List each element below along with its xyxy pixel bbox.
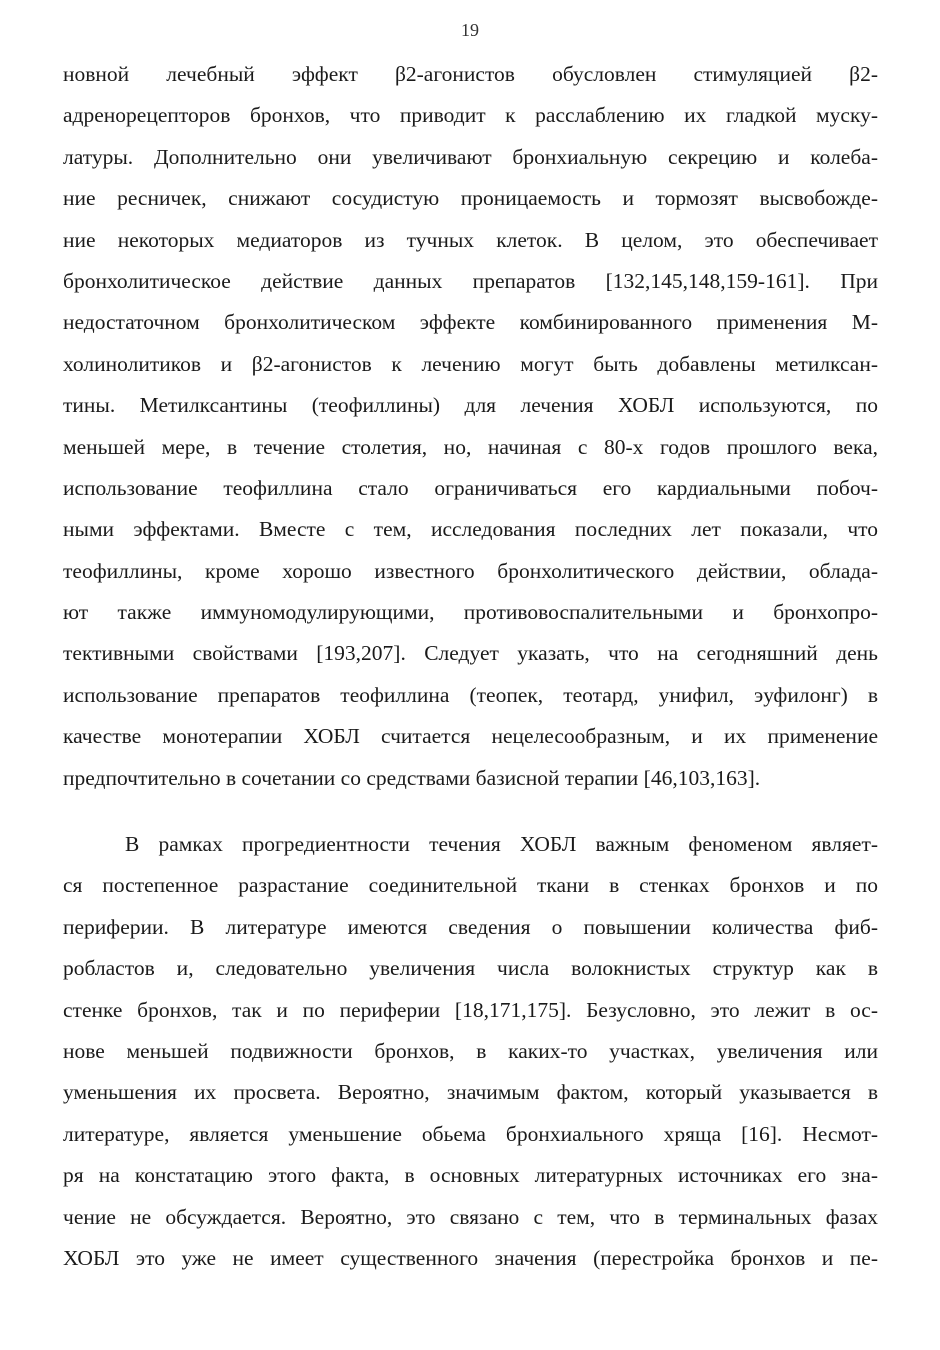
- text-line: В рамках прогредиентности течения ХОБЛ важным феноменом являет-: [125, 832, 878, 856]
- text-line: латуры. Дополнительно они увеличивают бронхиальную секрецию и колеба-: [63, 144, 878, 169]
- text-line: холинолитиков и β2-агонистов к лечению могут быть добавлены метилксан-: [63, 351, 878, 376]
- text-line: литературе, является уменьшение обьема бронхиального хряща [16]. Несмот-: [63, 1121, 878, 1146]
- page-number: 19: [461, 20, 479, 40]
- text-line: ние ресничек, снижают сосудистую проницаемость и тормозят высвобожде-: [63, 186, 878, 211]
- text-line: тективными свойствами [193,207]. Следует указать, что на сегодняшний день: [63, 641, 878, 666]
- text-line: уменьшения их просвета. Вероятно, значимым фактом, который указывается в: [63, 1080, 878, 1105]
- text-line: недостаточном бронхолитическом эффекте комбинированного применения М-: [63, 310, 878, 335]
- text-line: адренорецепторов бронхов, что приводит к расслаблению их гладкой муску-: [63, 103, 878, 128]
- text-line: бронхолитическое действие данных препаратов [132,145,148,159-161]. При: [63, 268, 878, 293]
- paragraph-1: [63, 54, 878, 799]
- text-line: тины. Метилксантины (теофиллины) для лечения ХОБЛ используются, по: [63, 393, 878, 418]
- text-line: ХОБЛ это уже не имеет существенного значения (перестройка бронхов и пе-: [63, 1245, 878, 1270]
- text-line: использование теофиллина стало ограничиваться его кардиальными побоч-: [63, 475, 878, 500]
- text-line: ют также иммуномодулирующими, противовоспалительными и бронхопро-: [63, 600, 878, 625]
- text-line: нове меньшей подвижности бронхов, в каких-то участках, увеличения или: [63, 1038, 878, 1063]
- text-line: предпочтительно в сочетании со средствами базисной терапии [46,103,163].: [63, 765, 761, 790]
- text-line: меньшей мере, в течение столетия, но, начиная с 80-х годов прошлого века,: [63, 434, 878, 459]
- text-line: робластов и, следовательно увеличения числа волокнистых структур как в: [63, 956, 878, 981]
- text-line: периферии. В литературе имеются сведения о повышении количества фиб-: [63, 914, 878, 939]
- paragraph-2: [63, 824, 878, 1279]
- text-line: ря на констатацию этого факта, в основных литературных источниках его зна-: [63, 1163, 878, 1188]
- text-line: стенке бронхов, так и по периферии [18,171,175]. Безусловно, это лежит в ос-: [63, 997, 878, 1022]
- text-line: ся постепенное разрастание соединительной ткани в стенках бронхов и по: [63, 873, 878, 898]
- text-line: новной лечебный эффект β2-агонистов обусловлен стимуляцией β2-: [63, 62, 878, 86]
- text-line: теофиллины, кроме хорошо известного бронхолитического действии, облада-: [63, 558, 878, 583]
- text-line: ние некоторых медиаторов из тучных клеток. В целом, это обеспечивает: [63, 227, 878, 252]
- text-line: чение не обсуждается. Вероятно, это связано с тем, что в терминальных фазах: [63, 1204, 878, 1229]
- text-line: использование препаратов теофиллина (теопек, теотард, унифил, эуфилонг) в: [63, 682, 878, 707]
- text-line: ными эффектами. Вместе с тем, исследования последних лет показали, что: [63, 517, 878, 542]
- text-line: качестве монотерапии ХОБЛ считается нецелесообразным, и их применение: [63, 724, 878, 749]
